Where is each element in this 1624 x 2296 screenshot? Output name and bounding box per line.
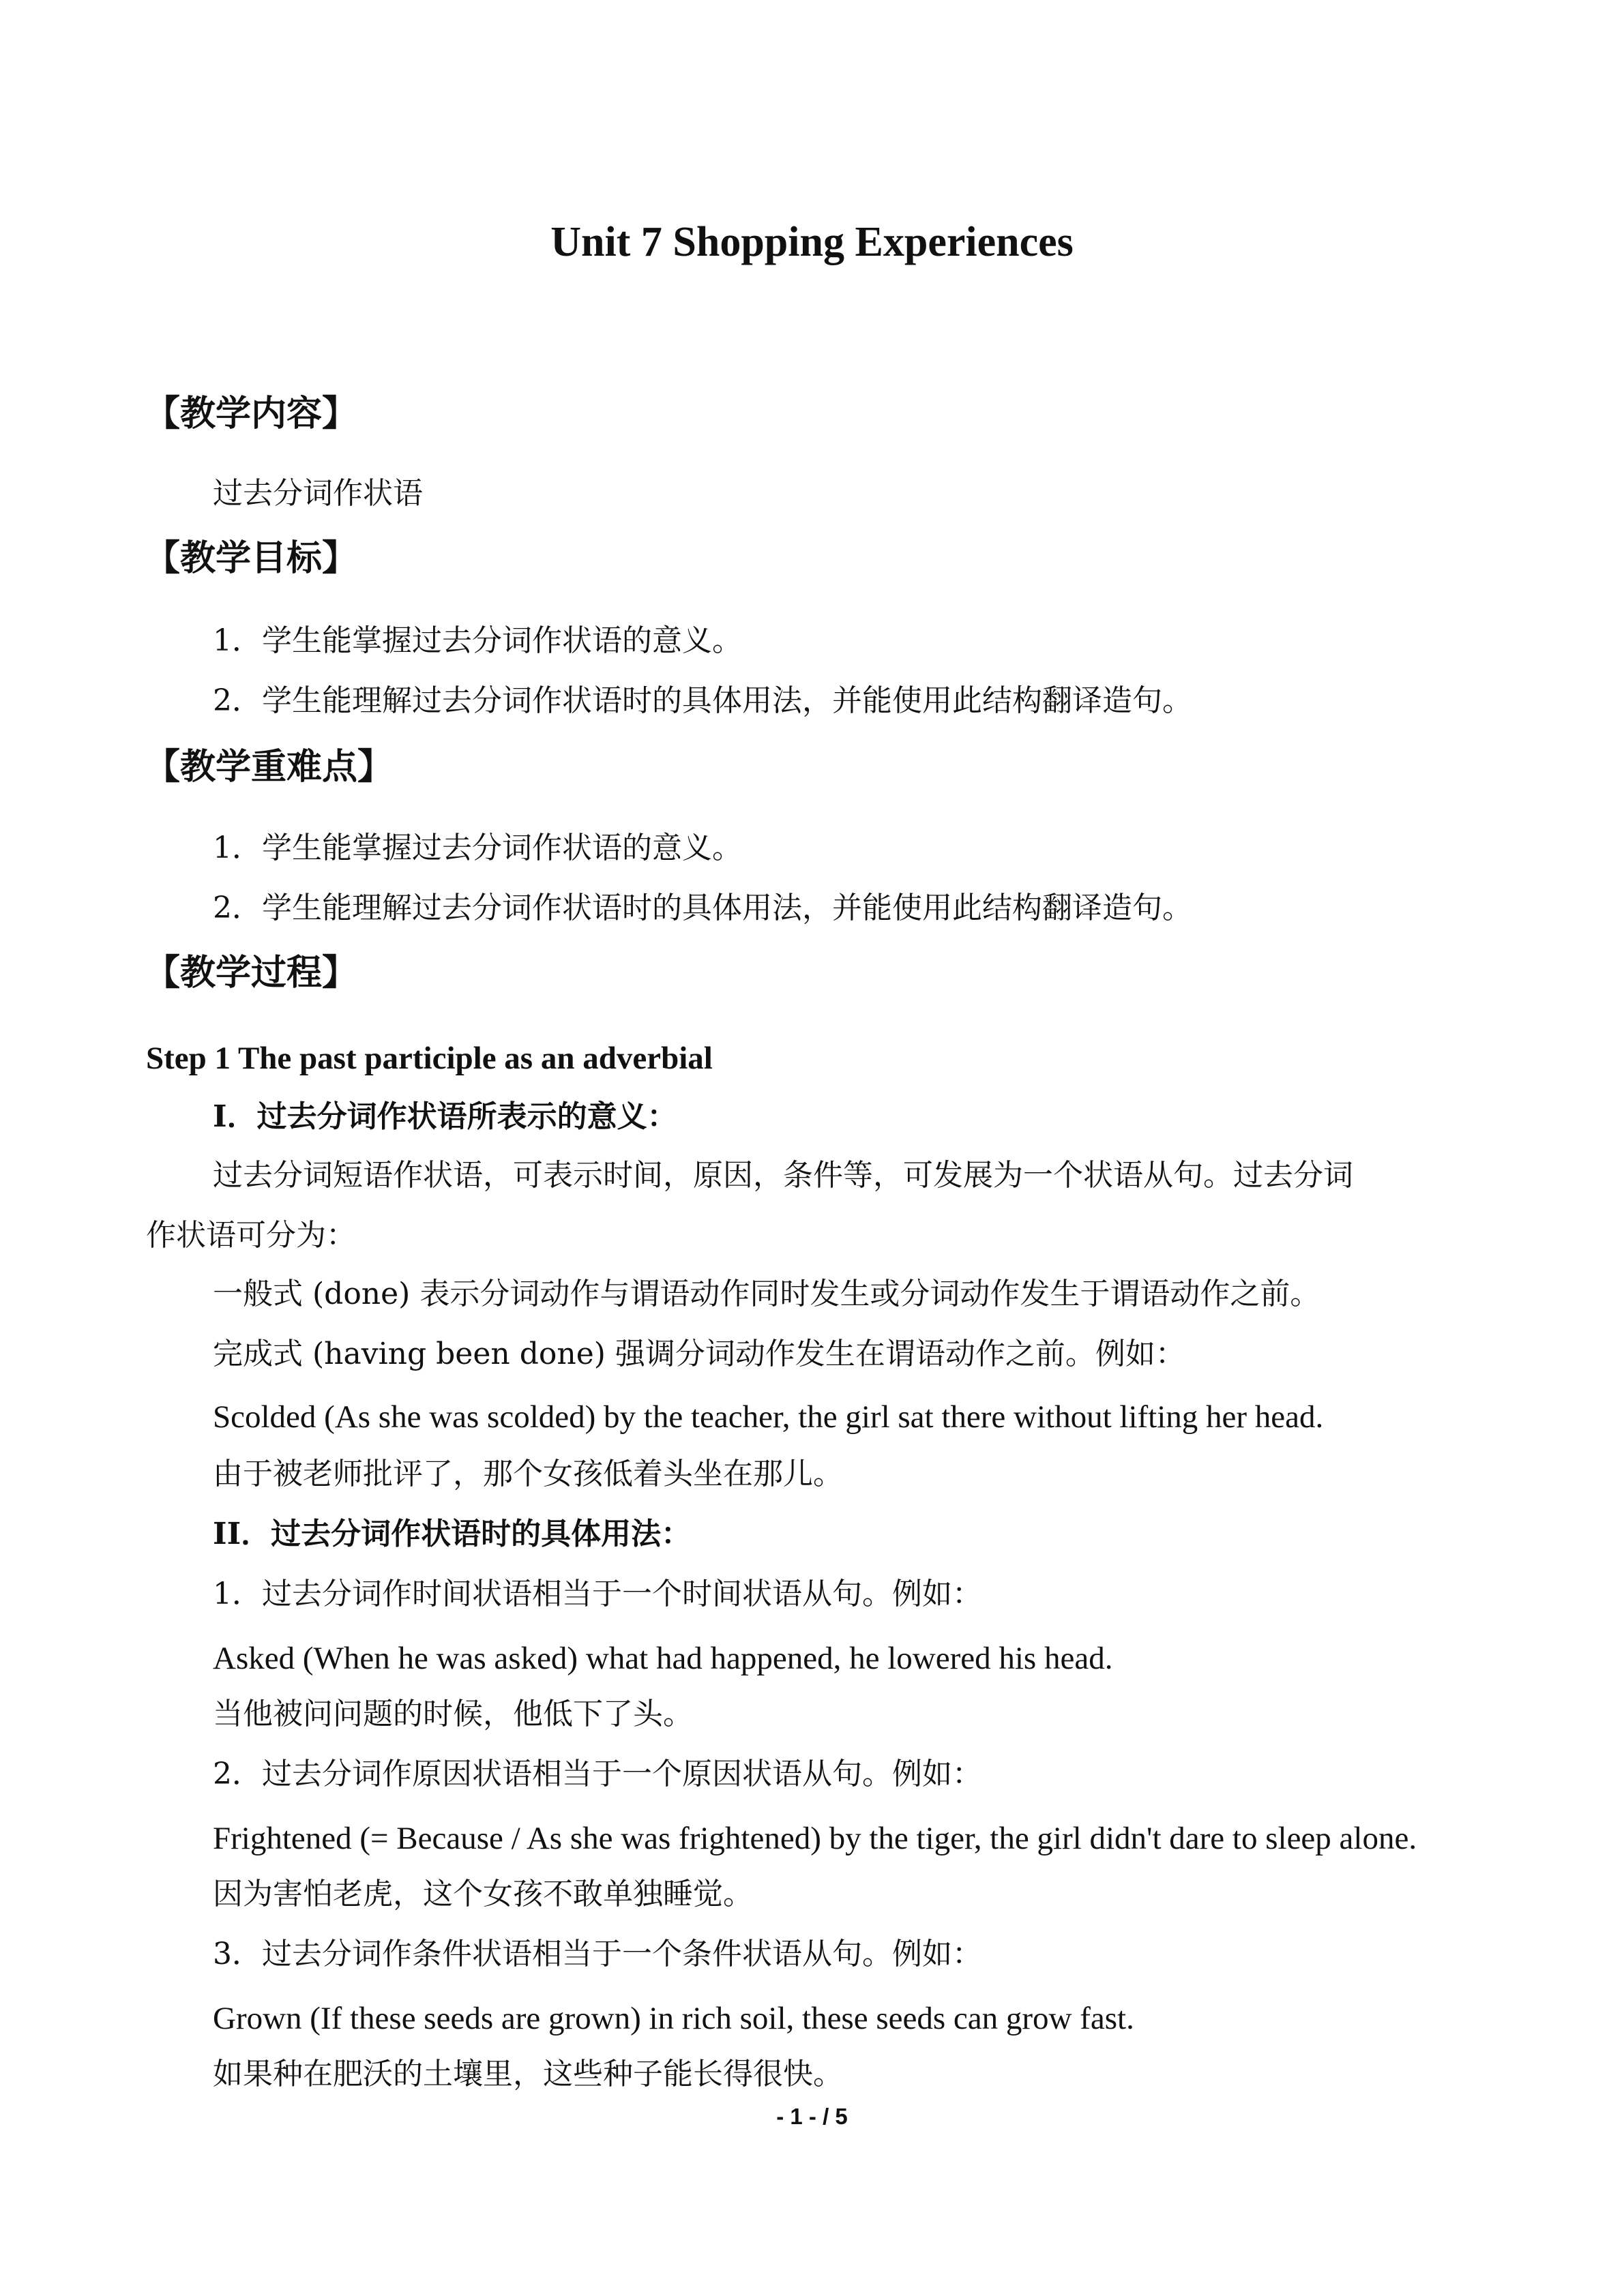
key-point-item-2: 2．学生能理解过去分词作状语时的具体用法，并能使用此结构翻译造句。 [213,891,1192,925]
general-form-text: 一般式 (done) 表示分词动作与谓语动作同时发生或分词动作发生于谓语动作之前。 [213,1277,1320,1311]
usage-3-chinese: 如果种在肥沃的土壤里，这些种子能长得很快。 [213,2057,843,2091]
usage-1-text: 1．过去分词作时间状语相当于一个时间状语从句。例如： [213,1577,982,1611]
usage-2-english: Frightened (= Because / As she was frightened) by the tiger, the girl didn't dare to sleep alone. [213,1821,1417,1856]
objective-item-2: 2．学生能理解过去分词作状语时的具体用法，并能使用此结构翻译造句。 [213,683,1192,718]
objective-item-1: 1．学生能掌握过去分词作状语的意义。 [213,623,742,658]
heading-key-points: 【教学重难点】 [145,747,394,788]
page-number: - 1 - / 5 [776,2104,848,2129]
part-1-title: I．过去分词作状语所表示的意义： [213,1099,677,1134]
part-1-paragraph-line-2: 作状语可分为： [146,1218,356,1253]
step-1-title: Step 1 The past participle as an adverbial [146,1041,713,1076]
key-point-item-1: 1．学生能掌握过去分词作状语的意义。 [213,831,742,865]
usage-1-english: Asked (When he was asked) what had happened, he lowered his head. [213,1641,1113,1676]
document-title: Unit 7 Shopping Experiences [550,219,1074,265]
usage-2-chinese: 因为害怕老虎，这个女孩不敢单独睡觉。 [213,1877,753,1911]
part-2-title: II．过去分词作状语时的具体用法： [213,1517,692,1551]
heading-teaching-content: 【教学内容】 [145,393,358,434]
example-1-english: Scolded (As she was scolded) by the teacher, the girl sat there without lifting her head. [213,1399,1324,1435]
teaching-content-text: 过去分词作状语 [213,476,423,511]
part-1-paragraph-line-1: 过去分词短语作状语，可表示时间，原因，条件等，可发展为一个状语从句。过去分词 [213,1158,1353,1193]
example-1-chinese: 由于被老师批评了，那个女孩低着头坐在那儿。 [213,1457,843,1491]
usage-1-chinese: 当他被问问题的时候，他低下了头。 [213,1697,693,1731]
perfect-form-text: 完成式 (having been done) 强调分词动作发生在谓语动作之前。例如： [213,1337,1185,1371]
heading-teaching-objectives: 【教学目标】 [145,538,358,579]
heading-teaching-process: 【教学过程】 [145,953,358,994]
usage-2-text: 2．过去分词作原因状语相当于一个原因状语从句。例如： [213,1757,982,1791]
usage-3-text: 3．过去分词作条件状语相当于一个条件状语从句。例如： [213,1937,982,1971]
usage-3-english: Grown (If these seeds are grown) in rich soil, these seeds can grow fast. [213,2001,1134,2036]
